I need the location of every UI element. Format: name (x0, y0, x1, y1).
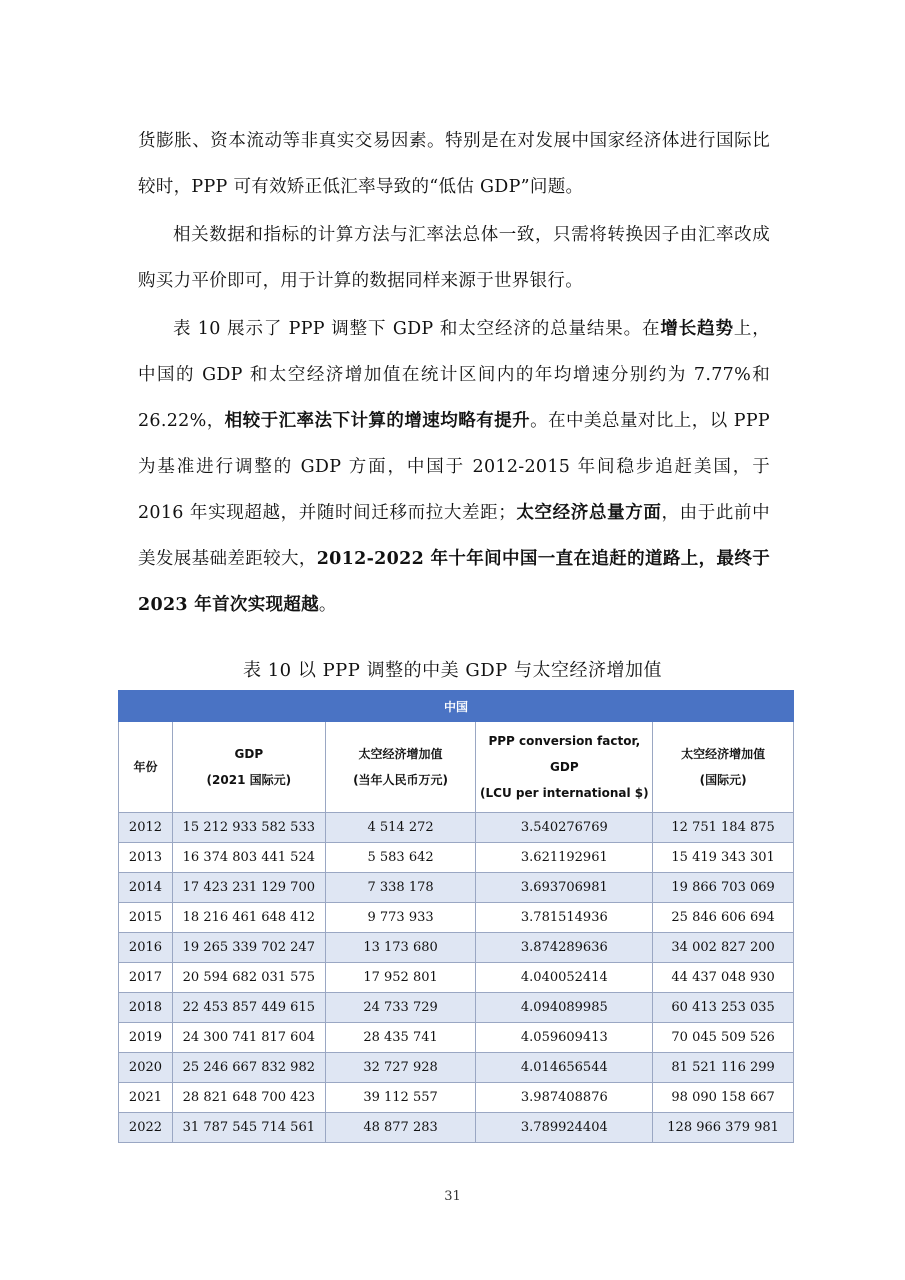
paragraph-2 (138, 212, 770, 304)
year-cell: 2012 (119, 813, 173, 843)
table-cell: 3.621192961 (476, 843, 653, 873)
table-cell: 17 423 231 129 700 (172, 873, 325, 903)
table-header-row (119, 722, 794, 813)
table-cell: 28 821 648 700 423 (172, 1083, 325, 1113)
page-number: 31 (444, 1189, 461, 1204)
table-cell: 24 300 741 817 604 (172, 1023, 325, 1053)
table-cell: 15 212 933 582 533 (172, 813, 325, 843)
table-cell: 5 583 642 (325, 843, 476, 873)
table-row (119, 1113, 794, 1143)
column-header (653, 722, 794, 813)
bold-text-segment: 增长趋势 (660, 319, 734, 339)
text-segment: 相关数据和指标的计算方法与汇率法总体一致，只需将转换因子由汇率改成购买力平价即可，用于计算的数据同样来源于世界银行。 (138, 225, 770, 291)
text-segment: 货膨胀、资本流动等非真实交易因素。特别是在对发展中国家经济体进行国际比较时，PPP 可有效矫正低汇率导致的“低估 GDP”问题。 (138, 131, 770, 197)
table-cell: 18 216 461 648 412 (172, 903, 325, 933)
table-row (119, 933, 794, 963)
table-cell: 98 090 158 667 (653, 1083, 794, 1113)
year-cell: 2022 (119, 1113, 173, 1143)
year-cell: 2014 (119, 873, 173, 903)
table-cell: 4.059609413 (476, 1023, 653, 1053)
table-cell: 4.014656544 (476, 1053, 653, 1083)
paragraph-3 (138, 306, 770, 628)
table-cell: 12 751 184 875 (653, 813, 794, 843)
table-caption: 表 10 以 PPP 调整的中美 GDP 与太空经济增加值 (243, 660, 662, 681)
column-header-line: 太空经济增加值 (358, 747, 443, 761)
table-row (119, 1023, 794, 1053)
table-cell: 20 594 682 031 575 (172, 963, 325, 993)
table-cell: 3.789924404 (476, 1113, 653, 1143)
column-header (119, 722, 173, 813)
table-row (119, 1083, 794, 1113)
column-header-line: 年份 (133, 760, 158, 774)
year-cell: 2017 (119, 963, 173, 993)
table-body (119, 813, 794, 1143)
table-cell: 22 453 857 449 615 (172, 993, 325, 1023)
table-row (119, 993, 794, 1023)
ppp-gdp-table (118, 690, 794, 1143)
table-cell: 3.781514936 (476, 903, 653, 933)
table-cell: 4.094089985 (476, 993, 653, 1023)
text-segment: 。 (318, 595, 337, 615)
year-cell: 2019 (119, 1023, 173, 1053)
column-header-line: GDP (550, 760, 579, 774)
table-cell: 31 787 545 714 561 (172, 1113, 325, 1143)
table-cell: 3.540276769 (476, 813, 653, 843)
table-cell: 3.874289636 (476, 933, 653, 963)
column-header-line: 太空经济增加值 (681, 747, 766, 761)
table-cell: 44 437 048 930 (653, 963, 794, 993)
table-cell: 128 966 379 981 (653, 1113, 794, 1143)
table-cell: 19 265 339 702 247 (172, 933, 325, 963)
year-cell: 2021 (119, 1083, 173, 1113)
table-row (119, 813, 794, 843)
table-cell: 3.693706981 (476, 873, 653, 903)
table-cell: 28 435 741 (325, 1023, 476, 1053)
region-header: 中国 (119, 691, 794, 722)
table-row (119, 1053, 794, 1083)
table-cell: 9 773 933 (325, 903, 476, 933)
column-header-line: (LCU per international $) (480, 786, 649, 800)
table-cell: 25 846 606 694 (653, 903, 794, 933)
table-row (119, 903, 794, 933)
bold-text-segment: 太空经济总量方面 (516, 503, 662, 523)
column-header-line: PPP conversion factor, (488, 734, 641, 748)
text-segment: 表 10 展示了 PPP 调整下 GDP 和太空经济的总量结果。在 (173, 319, 661, 339)
bold-text-segment: 2012-2022 年十年间中国一直在追赶的道路上，最终于 2023 年首次实现超越 (138, 549, 771, 615)
table-row (119, 873, 794, 903)
column-header-line: (2021 国际元) (206, 773, 292, 787)
table-cell: 39 112 557 (325, 1083, 476, 1113)
year-cell: 2016 (119, 933, 173, 963)
table-cell: 19 866 703 069 (653, 873, 794, 903)
body-text (138, 118, 770, 628)
year-cell: 2020 (119, 1053, 173, 1083)
table-cell: 16 374 803 441 524 (172, 843, 325, 873)
column-header-line: GDP (234, 747, 264, 761)
table-cell: 13 173 680 (325, 933, 476, 963)
column-header (325, 722, 476, 813)
column-header-line: (国际元) (699, 773, 747, 787)
table-cell: 34 002 827 200 (653, 933, 794, 963)
text-segment: 上，中国的 GDP 和太空经济增加值在统计区间内的年均增速分别约为 7.77%和 26.22%， (138, 319, 771, 431)
table-cell: 7 338 178 (325, 873, 476, 903)
table-cell: 17 952 801 (325, 963, 476, 993)
table-cell: 32 727 928 (325, 1053, 476, 1083)
table-cell: 70 045 509 526 (653, 1023, 794, 1053)
year-cell: 2013 (119, 843, 173, 873)
bold-text-segment: 相较于汇率法下计算的增速均略有提升 (224, 411, 531, 431)
table-cell: 48 877 283 (325, 1113, 476, 1143)
table-row (119, 843, 794, 873)
year-cell: 2018 (119, 993, 173, 1023)
paragraph-1 (138, 118, 770, 210)
table-cell: 4.040052414 (476, 963, 653, 993)
table-cell: 3.987408876 (476, 1083, 653, 1113)
column-header (476, 722, 653, 813)
text-segment: 。在中美总量对比上，以 PPP 为基准进行调整的 GDP 方面，中国于 2012-2015 年间稳步追赶美国，于 2016 年实现超越，并随时间迁移而拉大差距； (138, 411, 770, 523)
column-header-line: (当年人民币万元) (353, 773, 449, 787)
table-cell: 60 413 253 035 (653, 993, 794, 1023)
table-row (119, 963, 794, 993)
table-region-row (119, 691, 794, 722)
column-header (172, 722, 325, 813)
table-cell: 15 419 343 301 (653, 843, 794, 873)
year-cell: 2015 (119, 903, 173, 933)
table-cell: 4 514 272 (325, 813, 476, 843)
table-cell: 81 521 116 299 (653, 1053, 794, 1083)
text-segment: ，由于此前中美发展基础差距较大， (138, 503, 770, 569)
table-cell: 25 246 667 832 982 (172, 1053, 325, 1083)
table-cell: 24 733 729 (325, 993, 476, 1023)
